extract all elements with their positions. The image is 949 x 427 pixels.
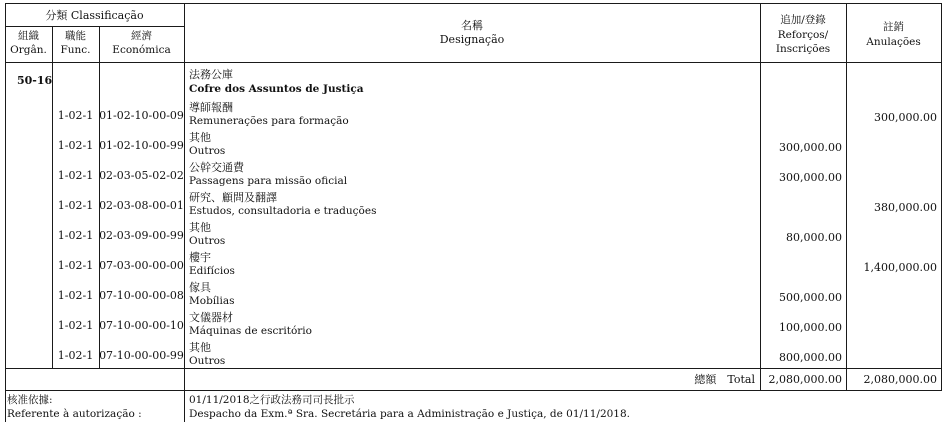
item-name-pt: Passagens para missão oficial	[189, 175, 348, 187]
func-code: 1-02-1	[57, 229, 94, 242]
reforcos-header-zh: 追加/登錄	[780, 14, 826, 26]
item-name-zh: 其他	[189, 341, 211, 354]
func-header-zh: 職能	[65, 30, 86, 42]
item-name-pt: Máquinas de escritório	[189, 325, 312, 337]
entity-name-zh: 法務公庫	[189, 68, 233, 81]
func-code: 1-02-1	[57, 199, 94, 212]
econ-header-zh: 經濟	[131, 30, 152, 42]
reforcos-value: 800,000.00	[779, 351, 842, 364]
item-name-pt: Outros	[189, 235, 226, 247]
reforcos-value: 100,000.00	[779, 321, 842, 334]
total-label: 總額 Total	[694, 373, 755, 386]
col-line-4	[760, 3, 761, 390]
organ-code: 50-16	[17, 74, 53, 87]
econ-header-pt: Económica	[112, 44, 171, 56]
col-line-0	[5, 3, 6, 422]
econ-code: 07-10-00-00-08	[99, 289, 184, 302]
anulacoes-value: 300,000.00	[874, 111, 937, 124]
reforcos-value: 300,000.00	[779, 171, 842, 184]
item-name-pt: Estudos, consultadoria e traduções	[189, 205, 377, 217]
anulacoes-header-pt: Anulações	[866, 36, 921, 48]
func-code: 1-02-1	[57, 259, 94, 272]
econ-code: 07-03-00-00-00	[99, 259, 184, 272]
reforcos-header-pt2: Inscrições	[775, 43, 831, 55]
func-code: 1-02-1	[57, 109, 94, 122]
item-name-zh: 傢具	[189, 281, 211, 294]
item-name-pt: Mobílias	[189, 295, 235, 307]
anulacoes-header-zh: 註銷	[883, 21, 904, 33]
econ-code: 02-03-09-00-99	[99, 229, 184, 242]
econ-code: 02-03-05-02-02	[99, 169, 184, 182]
col-line-5	[846, 3, 847, 390]
authorization-label-zh: 核准依據:	[7, 394, 53, 406]
reforcos-header-pt1: Reforços/	[777, 29, 829, 41]
item-name-zh: 其他	[189, 131, 211, 144]
reforcos-value: 80,000.00	[786, 231, 842, 244]
item-name-zh: 公幹交通費	[189, 161, 244, 174]
reforcos-value: 300,000.00	[779, 141, 842, 154]
col-line-3	[184, 3, 185, 422]
reforcos-value: 500,000.00	[779, 291, 842, 304]
authorization-text-zh: 01/11/2018之行政法務司司長批示	[189, 394, 355, 406]
item-name-pt: Remunerações para formação	[189, 115, 349, 127]
item-name-pt: Edifícios	[189, 265, 235, 277]
func-code: 1-02-1	[57, 319, 94, 332]
rule-total-top	[5, 368, 942, 369]
func-code: 1-02-1	[57, 169, 94, 182]
col-line-6	[941, 3, 942, 390]
item-name-zh: 樓宇	[189, 251, 211, 264]
authorization-label-pt: Referente à autorização :	[7, 408, 142, 420]
total-reforcos: 2,080,000.00	[768, 373, 842, 386]
designation-header-zh: 名稱	[461, 19, 483, 32]
rule-top	[5, 3, 942, 4]
entity-name-pt: Cofre dos Assuntos de Justiça	[189, 83, 364, 95]
total-anulacoes: 2,080,000.00	[863, 373, 937, 386]
authorization-text-pt: Despacho da Exm.ª Sra. Secretária para a Administração e Justiça, de 01/11/2018.	[189, 408, 631, 420]
rule-total-bottom	[5, 390, 942, 391]
anulacoes-value: 1,400,000.00	[863, 261, 937, 274]
rule-class-under	[5, 26, 184, 27]
econ-code: 07-10-00-00-99	[99, 349, 184, 362]
item-name-zh: 研究、顧問及翻譯	[189, 191, 277, 204]
econ-code: 02-03-08-00-01	[99, 199, 184, 212]
func-code: 1-02-1	[57, 139, 94, 152]
func-header-pt: Func.	[60, 44, 91, 56]
organ-header-pt: Orgân.	[10, 44, 47, 56]
item-name-pt: Outros	[189, 355, 226, 367]
econ-code: 07-10-00-00-10	[99, 319, 184, 332]
item-name-zh: 文儀器材	[189, 311, 233, 324]
item-name-pt: Outros	[189, 145, 226, 157]
designation-header-pt: Designação	[439, 33, 505, 46]
classification-header: 分類 Classificação	[45, 9, 144, 22]
func-code: 1-02-1	[57, 289, 94, 302]
anulacoes-value: 380,000.00	[874, 201, 937, 214]
econ-code: 01-02-10-00-99	[99, 139, 184, 152]
organ-header-zh: 組織	[18, 30, 39, 42]
col-line-2	[99, 26, 100, 368]
econ-code: 01-02-10-00-09	[99, 109, 184, 122]
item-name-zh: 導師報酬	[189, 101, 233, 114]
rule-header-bottom	[5, 62, 942, 63]
func-code: 1-02-1	[57, 349, 94, 362]
item-name-zh: 其他	[189, 221, 211, 234]
